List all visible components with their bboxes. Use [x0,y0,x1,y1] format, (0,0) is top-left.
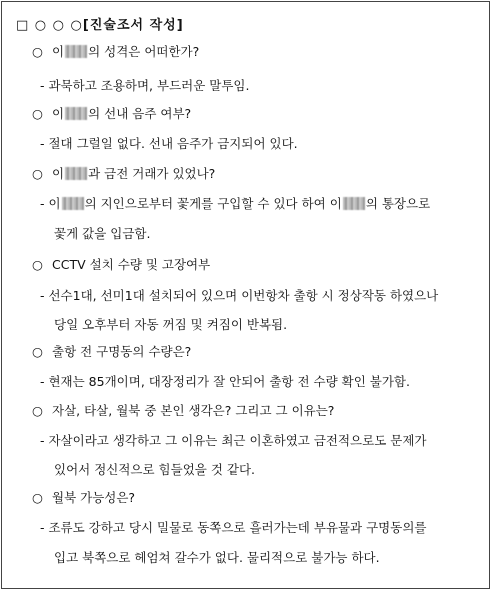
question-1: ○ 이 의 성격은 어떠한가? [32,44,200,59]
redacted-name [65,107,87,120]
question-3: ○ 이 과 금전 거래가 있었나? [32,166,216,181]
redacted-name [343,197,365,210]
answer-7-line-1: - 조류도 강하고 당시 밀물로 동쪽으로 흘러가는데 부유물과 구명동의를 [40,520,427,535]
document-page [1,1,490,589]
question-5: ○ 출항 전 구명동의 수량은? [32,344,192,359]
answer-6-line-1: - 자살이라고 생각하고 그 이유는 최근 이혼하였고 금전적으로도 문제가 [40,433,427,448]
circle-bullet: ○ [32,490,43,505]
answer-2: - 절대 그럴일 없다. 선내 음주가 금지되어 있다. [40,136,298,151]
answer-4-line-2: 당일 오후부터 자동 꺼짐 및 켜짐이 반복됨. [54,317,288,332]
redacted-name [65,167,87,180]
circle-bullet: ○ [32,44,43,59]
circle-bullet: ○ [32,344,43,359]
redacted-name [65,45,87,58]
question-7: ○ 월북 가능성은? [32,490,136,505]
circle-bullet: ○ [32,106,43,121]
answer-1: - 과묵하고 조용하며, 부드러운 말투임. [40,78,250,93]
document-heading: □ ○ ○ ○[진술조서 작성] [16,18,184,33]
answer-6-line-2: 있어서 정신적으로 힘들었을 것 같다. [54,462,255,477]
question-2: ○ 이 의 선내 음주 여부? [32,106,192,121]
circle-bullet: ○ [32,166,43,181]
answer-5: - 현재는 85개이며, 대장정리가 잘 안되어 출항 전 수량 확인 불가함. [40,374,410,389]
answer-4-line-1: - 선수1대, 선미1대 설치되어 있으며 이번항차 출항 시 정상작동 하였으나 [40,288,439,303]
question-4: ○ CCTV 설치 수량 및 고장여부 [32,257,211,272]
answer-3-line-2: 꽃게 값을 입금함. [54,226,151,241]
redacted-name [62,197,84,210]
circle-bullet: ○ [32,403,43,418]
question-6: ○ 자살, 타살, 월북 중 본인 생각은? 그리고 그 이유는? [32,403,335,418]
answer-3-line-1: - 이 의 지인으로부터 꽃게를 구입할 수 있다 하여 이 의 통장으로 [40,196,431,211]
answer-7-line-2: 입고 북쪽으로 헤엄쳐 갈수가 없다. 물리적으로 불가능 하다. [54,550,380,565]
circle-bullet: ○ [32,257,43,272]
